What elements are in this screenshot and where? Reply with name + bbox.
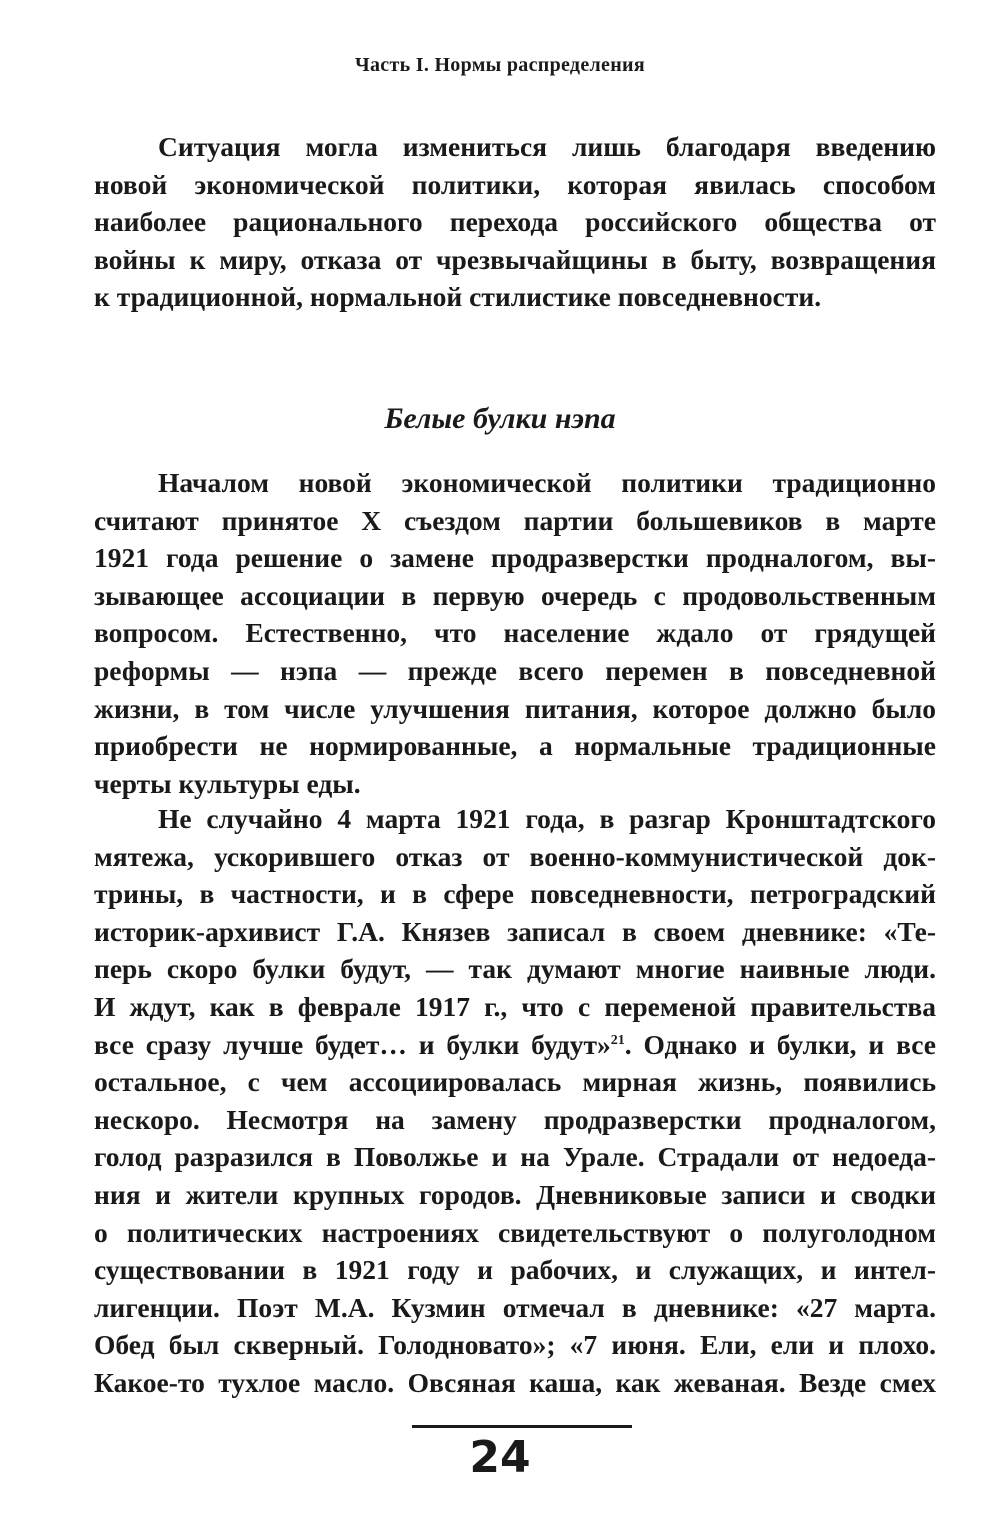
text-segment: все сразу лучше будет… и булки будут» bbox=[94, 1028, 611, 1060]
section-title: Белые булки нэпа bbox=[384, 402, 616, 435]
text-segment: . Однако и булки, и все bbox=[624, 1028, 936, 1060]
text-line: реформы — нэпа — прежде всего перемен в повседневной bbox=[94, 654, 936, 686]
text-line: приобрести не нормированные, а нормальные традиционные bbox=[94, 730, 936, 762]
text-line: о политических настроениях свидетельствуют о полуголодном bbox=[94, 1216, 936, 1248]
text-line: Началом новой экономической политики традиционно bbox=[158, 467, 936, 498]
text-line: черты культуры еды. bbox=[94, 767, 361, 799]
text-line: перь скоро булки будут, — так думают многие наивные люди. bbox=[94, 953, 936, 985]
running-head: Часть I. Нормы распределения bbox=[355, 54, 645, 76]
text-line: лигенции. Поэт М.А. Кузмин отмечал в дневнике: «27 марта. bbox=[94, 1291, 936, 1323]
text-line: существовании в 1921 году и рабочих, и служащих, и интел- bbox=[94, 1254, 936, 1286]
text-line: вопросом. Естественно, что население ждало от грядущей bbox=[94, 617, 936, 649]
text-line: Ситуация могла измениться лишь благодаря введению bbox=[158, 131, 936, 162]
text-line: к традиционной, нормальной стилистике повседневности. bbox=[94, 281, 822, 313]
text-line-with-footnote bbox=[94, 1026, 936, 1064]
text-line: жизни, в том числе улучшения питания, которое должно было bbox=[94, 692, 936, 724]
text-line: зывающее ассоциации в первую очередь с продовольственным bbox=[94, 579, 936, 611]
text-line: трины, в частности, и в сфере повседневности, петроградский bbox=[94, 878, 936, 910]
text-line: нескоро. Несмотря на замену продразверстки продналогом, bbox=[94, 1103, 936, 1135]
text-line: Не случайно 4 марта 1921 года, в разгар Кронштадтского bbox=[158, 803, 936, 834]
text-line: И ждут, как в феврале 1917 г., что с переменой правительства bbox=[94, 990, 936, 1022]
text-line: наиболее рационального перехода российского общества от bbox=[94, 206, 936, 238]
footnote-marker: 21 bbox=[610, 1032, 625, 1048]
paragraph-1 bbox=[94, 464, 936, 802]
text-line: считают принятое X съездом партии большевиков в марте bbox=[94, 504, 936, 536]
text-line: новой экономической политики, которая явилась способом bbox=[94, 168, 936, 200]
text-line: мятежа, ускорившего отказ от военно-коммунистической док- bbox=[94, 840, 936, 872]
text-line: войны к миру, отказа от чрезвычайщины в быту, возвращения bbox=[94, 243, 936, 275]
page-number: 24 bbox=[469, 1432, 531, 1483]
text-line: ния и жители крупных городов. Дневниковые записи и сводки bbox=[94, 1178, 936, 1210]
text-line: 1921 года решение о замене продразверстки продналогом, вы- bbox=[94, 542, 936, 574]
text-line: Обед был скверный. Голодновато»; «7 июня. Ели, ели и плохо. bbox=[94, 1329, 936, 1361]
text-line: Какое-то тухлое масло. Овсяная каша, как жеваная. Везде смех bbox=[94, 1366, 936, 1398]
text-line: историк-архивист Г.А. Князев записал в своем дневнике: «Те- bbox=[94, 915, 936, 947]
footer-rule bbox=[412, 1425, 632, 1428]
text-line: голод разразился в Поволжье и на Урале. Страдали от недоеда- bbox=[94, 1141, 936, 1173]
paragraph-2 bbox=[94, 800, 936, 1402]
intro-paragraph bbox=[94, 128, 936, 316]
text-line: остальное, с чем ассоциировалась мирная жизнь, появились bbox=[94, 1066, 936, 1098]
